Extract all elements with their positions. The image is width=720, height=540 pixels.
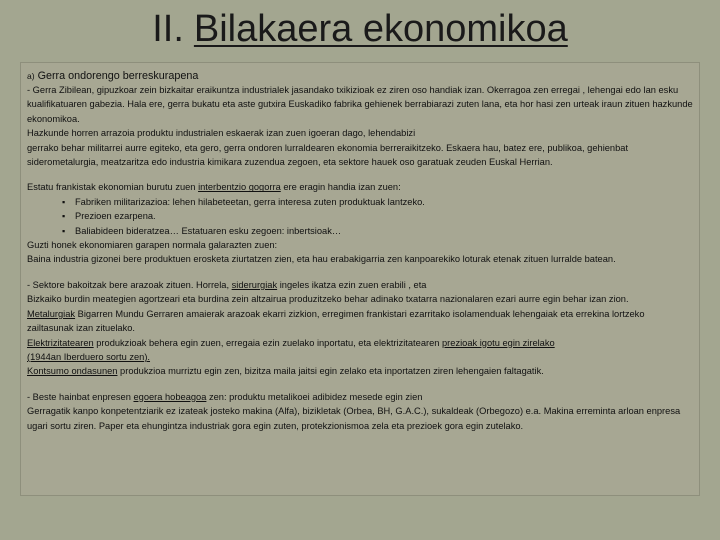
state-measures-list — [27, 195, 693, 238]
consumer-goods-link: Kontsumo ondasunen — [27, 366, 118, 377]
metallurgy-link: Metalurgiak — [27, 308, 76, 319]
sectors-metallurgy: Metalurgiak Bigarren Mundu Gerraren amaierak arazoak ekarri zizkion, erregimen frankistari ezarritako isolamenduak lehengaiak eta errekina lortzeko zailtasunak izan zituelako. — [27, 308, 645, 334]
slide-title — [0, 4, 720, 54]
section-letter: a) — [27, 71, 35, 81]
title-number: II. — [152, 8, 184, 50]
sectors-line-2: Bizkaiko burdin meategien agortzeari eta burdina zein altzairua produzitzeko behar adinako txatarra nazionalaren ezari aurre egin behar izan zion. — [27, 294, 629, 305]
state-intro: Estatu frankistak ekonomian burutu zuen interbentzio gogorra ere eragin handia izan zuen: — [27, 182, 401, 193]
state-guarantee: Guzti honek ekonomiaren garapen normala galarazten zuen: — [27, 240, 278, 251]
sectors-consumption: Kontsumo ondasunen produkzioa murriztu egin zen, bizitza maila jaitsi egin zelako eta inportatzen ziren lehengaien faltagatik. — [27, 366, 544, 377]
paragraph-growth-reason: Hazkunde horren arrazoia produktu industrialen eskaerak izan zuen igoeran dago, lehendabizi — [27, 128, 416, 139]
paragraph-demand: gerrako behar militarrei aurre egiteko, eta gero, gerra ondoren lurraldearen ekonomia berreraikitzeko. Eskaera hau, batez ere, publikoa, gehienbat siderometalurgia, meatzaritza edo industria kimikara zuzendua zegoen, eta sektore hauek oso garatuak zeuden Euskal Herrian. — [27, 142, 629, 168]
sectors-line-1: - Sektore bakoitzak bere arazoak zituen. Horrela, siderurgiak ingeles ikatza ezin zuen erabili , eta — [27, 279, 427, 290]
price-increase-link: prezioak igotu egin zirelako — [442, 337, 555, 348]
section-heading-text: Gerra ondorengo berreskurapena — [37, 70, 199, 82]
sectors-electricity: Elektrizitatearen produkzioak behera egin zuen, erregaia ezin zuelako inportatu, eta elektrizitatearen prezioak igotu egin zirelako — [27, 337, 555, 348]
other-line-2: Gerragatik kanpo konpetentziarik ez izateak josteko makina (Alfa), bizikletak (Orbea, BH, G.A.C.), sukaldeak (Orbegozo) e.a. Makina erreminta arloan enpresa ugari sortu ziren. Paper eta ehungintza industriak gora egin zuten, protekzionismoa zela eta prezioek gora egin zutelako. — [27, 406, 681, 431]
list-item: ▪ Fabriken militarizazioa: lehen hilabeteetan, gerra interesa zuten produktuak lantzeko. — [75, 195, 693, 209]
content-box — [20, 62, 700, 496]
paragraph-destruction: - Gerra Zibilean, gipuzkoar zein bizkaitar eraikuntza industrialek jasandako txikizioak ez ziren oso handiak izan. Okerragoa zen erregai , lehengai edo lan esku kualifikatuaren gabezia. Hala ere, gerra bukatu eta aste gutxira Euskadiko fabrika gehienek berrabiarazi zuten lana, eta hor hasi zen urteak iraun zituen hazkunde ekonomikoa. — [27, 85, 693, 124]
electricity-link: Elektrizitatearen — [27, 337, 94, 348]
title-text: Bilakaera ekonomikoa — [193, 8, 568, 50]
better-situation-link: egoera hobeagoa — [133, 391, 207, 402]
state-intervention-link: interbentzio gogorra — [198, 182, 281, 193]
section-heading — [27, 69, 693, 83]
sectors-iberduero: (1944an Iberduero sortu zen). — [27, 351, 151, 362]
other-line-1: - Beste hainbat enpresen egoera hobeagoa zen: produktu metalikoei adibidez mesede egin zien — [27, 391, 423, 402]
siderurgy-link: siderurgiak — [231, 279, 278, 290]
list-item: ▪ Baliabideen bideratzea… Estatuaren esku zegoen: inbertsioak… — [75, 224, 693, 238]
list-item: ▪ Prezioen ezarpena. — [75, 209, 693, 223]
state-result: Baina industria gizonei bere produktuen erosketa ziurtatzen zien, eta hau erabakigarria zen kanpoarekiko loturak etenak zituen lurralde batean. — [27, 254, 616, 265]
